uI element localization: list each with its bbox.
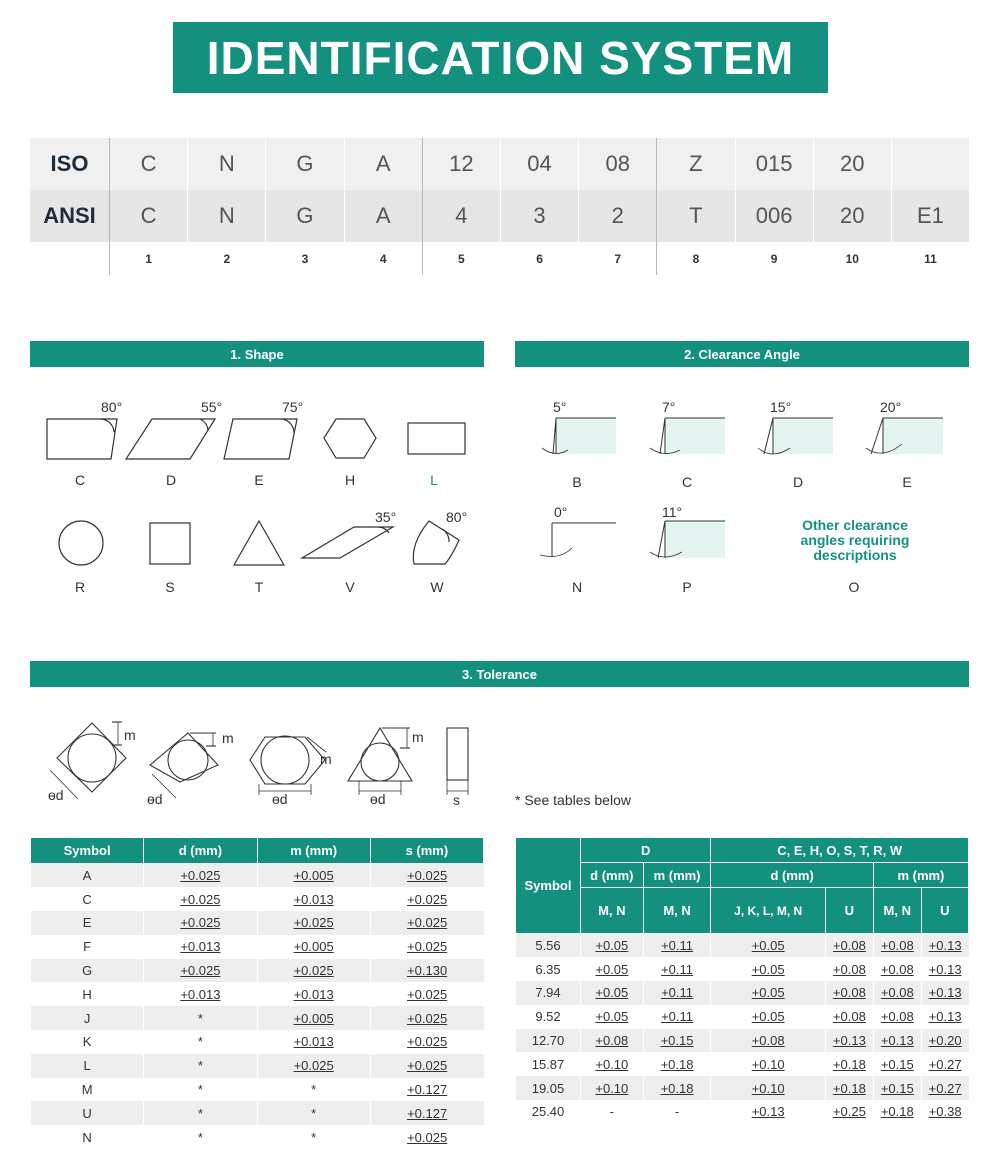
table-cell: +0.05	[581, 957, 644, 981]
position-number: 6	[500, 242, 578, 275]
table-row	[31, 911, 484, 935]
table-cell: +0.15	[873, 1076, 921, 1100]
clearance-angle: 0°	[554, 504, 568, 520]
clearance-p-icon	[650, 521, 725, 558]
table-cell: 7.94	[516, 981, 581, 1005]
col-header: m (mm)	[257, 838, 370, 864]
table-cell: +0.005	[257, 935, 370, 959]
col-header: D	[581, 838, 711, 863]
col-header: m (mm)	[643, 863, 711, 888]
table-cell: +0.05	[711, 957, 826, 981]
clearance-c-icon	[650, 418, 725, 454]
table-cell: +0.11	[643, 934, 711, 958]
shape-e-icon	[224, 419, 297, 459]
col-header: M, N	[643, 888, 711, 934]
table-cell: +0.10	[711, 1052, 826, 1076]
table-row	[516, 1076, 969, 1100]
d-label: ɵd	[48, 787, 64, 803]
table-cell: +0.025	[370, 911, 483, 935]
table-row	[516, 957, 969, 981]
table-row	[31, 887, 484, 911]
table-cell: +0.025	[370, 1030, 483, 1054]
ansi-cell: A	[344, 190, 422, 242]
table-cell: +0.130	[370, 959, 483, 983]
position-number: 1	[109, 242, 187, 275]
table-cell: +0.11	[643, 981, 711, 1005]
table-cell: 15.87	[516, 1052, 581, 1076]
col-header: s (mm)	[370, 838, 483, 864]
iso-cell: 08	[578, 138, 656, 190]
table-cell: K	[31, 1030, 144, 1054]
shape-w-icon	[413, 521, 459, 564]
shape-header: 1. Shape	[30, 341, 484, 367]
table-cell: 9.52	[516, 1005, 581, 1029]
table-cell: +0.025	[370, 982, 483, 1006]
ansi-cell: C	[109, 190, 187, 242]
table-cell: F	[31, 935, 144, 959]
iso-cell: C	[109, 138, 187, 190]
clearance-angle: 5°	[553, 399, 567, 415]
iso-cell: 20	[813, 138, 891, 190]
table-row	[31, 1006, 484, 1030]
table-row	[31, 1125, 484, 1149]
clearance-letter: D	[792, 474, 804, 490]
shape-angle: 80°	[446, 509, 468, 525]
iso-cell: 04	[500, 138, 578, 190]
table-cell: -	[581, 1100, 644, 1124]
position-number: 8	[656, 242, 734, 275]
table-cell: G	[31, 959, 144, 983]
table-cell: +0.025	[144, 959, 257, 983]
table-cell: +0.025	[144, 887, 257, 911]
table-cell: +0.08	[711, 1029, 826, 1053]
table-row	[31, 1030, 484, 1054]
table-cell: 5.56	[516, 934, 581, 958]
table-cell: +0.025	[370, 935, 483, 959]
table-cell: +0.025	[257, 911, 370, 935]
table-row	[516, 1052, 969, 1076]
table-cell: +0.18	[825, 1052, 873, 1076]
table-cell: +0.08	[581, 1029, 644, 1053]
table-cell: 19.05	[516, 1076, 581, 1100]
table-cell: +0.025	[144, 911, 257, 935]
shape-c-icon	[47, 419, 117, 459]
tolerance-triangle-icon	[348, 728, 412, 795]
shape-letter: T	[254, 579, 264, 595]
ansi-cell: E1	[891, 190, 969, 242]
position-number: 9	[735, 242, 813, 275]
position-number: 5	[422, 242, 500, 275]
table-row	[516, 934, 969, 958]
iso-cell: 015	[735, 138, 813, 190]
col-header: Symbol	[516, 838, 581, 934]
table-cell: 12.70	[516, 1029, 581, 1053]
table-row	[31, 982, 484, 1006]
table-cell: *	[144, 1078, 257, 1102]
col-header: U	[825, 888, 873, 934]
position-number: 3	[265, 242, 343, 275]
table-row	[31, 1101, 484, 1125]
tolerance-header: 3. Tolerance	[30, 661, 969, 687]
shape-d-icon	[126, 419, 215, 459]
position-number: 11	[891, 242, 969, 275]
table-cell: +0.025	[370, 1054, 483, 1078]
clearance-e-icon	[866, 418, 943, 454]
col-header: C, E, H, O, S, T, R, W	[711, 838, 969, 863]
table-cell: +0.013	[257, 1030, 370, 1054]
table-cell: +0.10	[581, 1052, 644, 1076]
shape-letter: V	[345, 579, 355, 595]
table-cell: J	[31, 1006, 144, 1030]
shape-letter: D	[165, 472, 177, 488]
tolerance-rhombus-icon	[150, 733, 218, 798]
page-title: IDENTIFICATION SYSTEM	[173, 22, 828, 93]
shape-l-icon	[408, 423, 465, 454]
d-label: ɵd	[147, 791, 163, 807]
table-cell: +0.05	[581, 934, 644, 958]
table-cell: +0.08	[873, 981, 921, 1005]
table-cell: +0.013	[257, 982, 370, 1006]
table-cell: +0.05	[581, 981, 644, 1005]
col-header: d (mm)	[581, 863, 644, 888]
clearance-letter: N	[571, 579, 583, 595]
clearance-letter: E	[902, 474, 912, 490]
clearance-header: 2. Clearance Angle	[515, 341, 969, 367]
table-row	[31, 935, 484, 959]
ansi-cell: 3	[500, 190, 578, 242]
table-cell: +0.18	[873, 1100, 921, 1124]
table-cell: *	[257, 1078, 370, 1102]
table-row	[516, 981, 969, 1005]
table-cell: +0.025	[370, 1006, 483, 1030]
ansi-cell: 006	[735, 190, 813, 242]
table-cell: *	[144, 1006, 257, 1030]
clearance-angle: 15°	[770, 399, 792, 415]
table-cell: +0.08	[825, 957, 873, 981]
table-cell: +0.13	[921, 957, 968, 981]
table-cell: +0.13	[873, 1029, 921, 1053]
position-number: 4	[344, 242, 422, 275]
table-cell: +0.08	[873, 934, 921, 958]
table-cell: +0.08	[825, 934, 873, 958]
ansi-cell: 2	[578, 190, 656, 242]
see-tables-note: * See tables below	[515, 792, 631, 808]
table-cell: +0.38	[921, 1100, 968, 1124]
table-cell: +0.025	[144, 864, 257, 888]
table-cell: +0.05	[711, 1005, 826, 1029]
table-cell: +0.27	[921, 1076, 968, 1100]
table-cell: *	[144, 1125, 257, 1149]
table-cell: +0.15	[643, 1029, 711, 1053]
m-label: m	[412, 729, 424, 745]
table-cell: +0.025	[257, 1054, 370, 1078]
position-number: 10	[813, 242, 891, 275]
shape-letter: R	[74, 579, 86, 595]
clearance-letter: C	[681, 474, 693, 490]
table-row	[31, 1078, 484, 1102]
m-label: m	[222, 730, 234, 746]
ansi-cell: 4	[422, 190, 500, 242]
shape-letter: C	[74, 472, 86, 488]
table-cell: +0.13	[921, 1005, 968, 1029]
table-cell: +0.11	[643, 957, 711, 981]
table-cell: +0.13	[921, 981, 968, 1005]
table-cell: +0.005	[257, 864, 370, 888]
col-header: m (mm)	[873, 863, 968, 888]
table-cell: U	[31, 1101, 144, 1125]
table-cell: L	[31, 1054, 144, 1078]
table-row	[516, 1029, 969, 1053]
iso-cell: N	[187, 138, 265, 190]
m-label: m	[124, 727, 136, 743]
table-cell: +0.08	[825, 981, 873, 1005]
d-label: ɵd	[272, 791, 288, 807]
ansi-cell: G	[265, 190, 343, 242]
shape-letter: W	[430, 579, 444, 595]
table-row	[516, 1005, 969, 1029]
shape-r-icon	[59, 521, 103, 565]
m-label: m	[320, 751, 332, 767]
table-row	[516, 1100, 969, 1124]
col-header: Symbol	[31, 838, 144, 864]
position-number: 7	[578, 242, 656, 275]
table-cell: +0.013	[144, 935, 257, 959]
table-cell: *	[257, 1125, 370, 1149]
shape-angle: 80°	[101, 399, 123, 415]
table-row	[31, 1054, 484, 1078]
table-cell: M	[31, 1078, 144, 1102]
table-cell: H	[31, 982, 144, 1006]
table-cell: +0.08	[873, 957, 921, 981]
table-cell: +0.11	[643, 1005, 711, 1029]
table-cell: *	[144, 1101, 257, 1125]
shape-letter: L	[430, 472, 438, 488]
shape-h-icon	[324, 419, 376, 458]
ansi-cell: N	[187, 190, 265, 242]
table-cell: +0.15	[873, 1052, 921, 1076]
table-cell: *	[144, 1030, 257, 1054]
table-cell: +0.13	[921, 934, 968, 958]
tolerance-table-1	[30, 837, 484, 1149]
table-cell: +0.25	[825, 1100, 873, 1124]
table-cell: +0.05	[711, 981, 826, 1005]
col-header: d (mm)	[144, 838, 257, 864]
shape-letter: E	[254, 472, 264, 488]
table-cell: E	[31, 911, 144, 935]
table-cell: +0.05	[711, 934, 826, 958]
table-cell: +0.127	[370, 1101, 483, 1125]
col-header: M, N	[873, 888, 921, 934]
table-cell: A	[31, 864, 144, 888]
table-cell: 6.35	[516, 957, 581, 981]
table-cell: +0.13	[711, 1100, 826, 1124]
ansi-label: ANSI	[43, 203, 96, 228]
shape-letter: H	[344, 472, 356, 488]
table-cell: N	[31, 1125, 144, 1149]
table-cell: +0.10	[581, 1076, 644, 1100]
table-cell: +0.025	[370, 1125, 483, 1149]
iso-cell: 12	[422, 138, 500, 190]
table-cell: +0.18	[825, 1076, 873, 1100]
ansi-cell: T	[656, 190, 734, 242]
table-cell: C	[31, 887, 144, 911]
table-cell: 25.40	[516, 1100, 581, 1124]
shape-t-icon	[234, 521, 284, 565]
table-cell: -	[643, 1100, 711, 1124]
clearance-angle: 11°	[662, 504, 683, 520]
d-label: ɵd	[370, 791, 386, 807]
table-cell: +0.08	[873, 1005, 921, 1029]
iso-label: ISO	[50, 151, 89, 176]
table-cell: +0.127	[370, 1078, 483, 1102]
table-cell: +0.013	[144, 982, 257, 1006]
table-cell: +0.08	[825, 1005, 873, 1029]
clearance-angle: 20°	[880, 399, 902, 415]
table-cell: *	[144, 1054, 257, 1078]
table-cell: *	[257, 1101, 370, 1125]
shape-angle: 55°	[201, 399, 223, 415]
table-cell: +0.20	[921, 1029, 968, 1053]
col-header: d (mm)	[711, 863, 873, 888]
shape-s-icon	[150, 523, 190, 564]
table-cell: +0.025	[370, 864, 483, 888]
s-label: s	[453, 792, 460, 808]
table-row	[31, 959, 484, 983]
table-cell: +0.10	[711, 1076, 826, 1100]
clearance-letter: B	[572, 474, 582, 490]
table-cell: +0.025	[257, 959, 370, 983]
table-cell: +0.27	[921, 1052, 968, 1076]
ansi-cell: 20	[813, 190, 891, 242]
table-cell: +0.05	[581, 1005, 644, 1029]
table-cell: +0.18	[643, 1052, 711, 1076]
clearance-letter: O	[848, 579, 860, 595]
iso-cell: A	[344, 138, 422, 190]
iso-cell: Z	[656, 138, 734, 190]
clearance-d-icon	[758, 418, 833, 454]
tolerance-table-2	[515, 837, 969, 1124]
table-cell: +0.13	[825, 1029, 873, 1053]
table-cell: +0.18	[643, 1076, 711, 1100]
table-row	[31, 864, 484, 888]
col-header: J, K, L, M, N	[711, 888, 826, 934]
position-number: 2	[187, 242, 265, 275]
col-header: M, N	[581, 888, 644, 934]
clearance-b-icon	[542, 418, 616, 454]
clearance-angle: 7°	[662, 399, 676, 415]
shape-letter: S	[165, 579, 175, 595]
col-header: U	[921, 888, 968, 934]
iso-cell: G	[265, 138, 343, 190]
clearance-letter: P	[682, 579, 692, 595]
table-cell: +0.013	[257, 887, 370, 911]
shape-angle: 75°	[282, 399, 304, 415]
other-clearance-text: Other clearance angles requiring descriptions	[800, 517, 910, 563]
tolerance-hexagon-icon	[250, 736, 326, 795]
shape-angle: 35°	[375, 509, 397, 525]
tolerance-thickness-icon	[447, 728, 468, 795]
table-cell: +0.005	[257, 1006, 370, 1030]
clearance-n-icon	[540, 523, 616, 557]
table-cell: +0.025	[370, 887, 483, 911]
shape-v-icon	[302, 527, 393, 558]
